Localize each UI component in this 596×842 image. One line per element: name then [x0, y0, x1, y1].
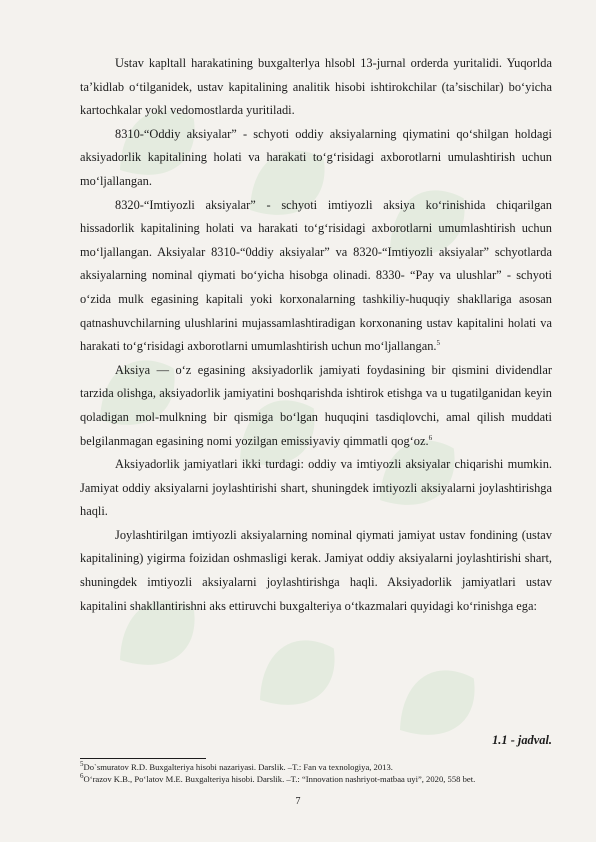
paragraph-2: 8310-“Oddiy aksiyalar” - schyoti oddiy aksiyalarning qiymatini qo‘shilgan holdagi aksiyadorlik kapitalining holati va harakati to‘g‘risidagi axborotlarni umulashtirish uchun mo‘ljallangan. [80, 126, 552, 188]
footnote-ref-6[interactable]: 6 [428, 433, 433, 442]
footnote-divider [80, 758, 206, 759]
watermark-leaf-icon [243, 624, 351, 725]
paragraph-6: Joylashtirilgan imtiyozli aksiyalarning nominal qiymati jamiyat ustav fondining (ustav kapitalining) yigirma foizidan oshmasligi kerak. Jamiyat oddiy aksiyalarni joylashtirishi shart, shuningdek imtiyozli aksiyalarni joylashtirishga haqli. Aksiyadorlik jamiyatlari ustav kapitalini shakllantirishni aks ettiruvchi buxgalteriya o‘tkazmalari quyidagi ko‘rinishga ega: [80, 527, 552, 613]
footnote-item: $^6$O‘razov K.B., Po‘latov M.E. Buxgalteriya hisobi. Darslik. –T.: “Innovation nashriyot-matbaa uyi”, 2020, 558 bet. [80, 771, 476, 784]
footnotes [80, 762, 552, 785]
paragraph-3: 8320-“Imtiyozli aksiyalar” - schyoti imtiyozli aksiya ko‘rinishida chiqarilgan hissadorlik kapitalining holati va harakati to‘g‘risidagi axborotlarni umumlashtirish uchun mo‘ljallangan. Aksiyalar 8310-“0ddiy aksiyalar” va 8320-“Imtiyozli aksiyalar” schyotlarda aksiyalarning nominal qiymati bo‘yicha hisobga olinadi. 8330- “Pay va ulushlar” - schyoti o‘zida mulk egasining kapitali yoki korxonalarning tashkiliy-huquqiy shakllariga asosan qatnashuvchilarning ulushlarini mujassamlashtiradigan korxonaning ustav kapitalini holati va harakati to‘g‘risidagi axborotlarni umumlashtirish uchun mo‘ljallangan.$^5$ [80, 197, 552, 354]
body-text [80, 52, 552, 618]
table-caption: 1.1 - jadval. [492, 733, 552, 747]
page-number: 7 [295, 796, 301, 807]
paragraph-1: Ustav kapltall harakatining buxgalterlya hlsobl 13-jurnal orderda yuritalidi. Yuqorlda ta’kidlab o‘tilganidek, ustav kapitalining analitik hisobi ishtirokchilar (ta’sischilar) bo‘yicha kartochkalar yokl vedomostlarda yuritiladi. [80, 56, 552, 118]
paragraph-4: Aksiya — o‘z egasining aksiyadorlik jamiyati foydasining bir qismini dividendlar tarzida olishga, aksiyadorlik jamiyatini boshqarishda ishtirok etishga va u tugatilganidan keyin qoladigan mol-mulkning bir qismiga bo‘lgan huquqini tasdiqlovchi, amal qilish muddati belgilanmagan egasining nomi yozilgan emissiyaviy qimmatli qog‘oz.$^6$ [80, 362, 552, 448]
paragraph-5: Aksiyadorlik jamiyatlari ikki turdagi: oddiy va imtiyozli aksiyalar chiqarishi mumkin. Jamiyat oddiy aksiyalarni joylashtirishi shart, shuningdek imtiyozli aksiyalarni joylashtirishga haqli. [80, 457, 552, 519]
footnote-ref-5[interactable]: 5 [436, 339, 440, 347]
watermark-leaf-icon [383, 654, 491, 755]
footnote-item: $^5$Do`smuratov R.D. Buxgalteriya hisobi nazariyasi. Darslik. –T.: Fan va texnologiya, 2013. [80, 760, 393, 772]
